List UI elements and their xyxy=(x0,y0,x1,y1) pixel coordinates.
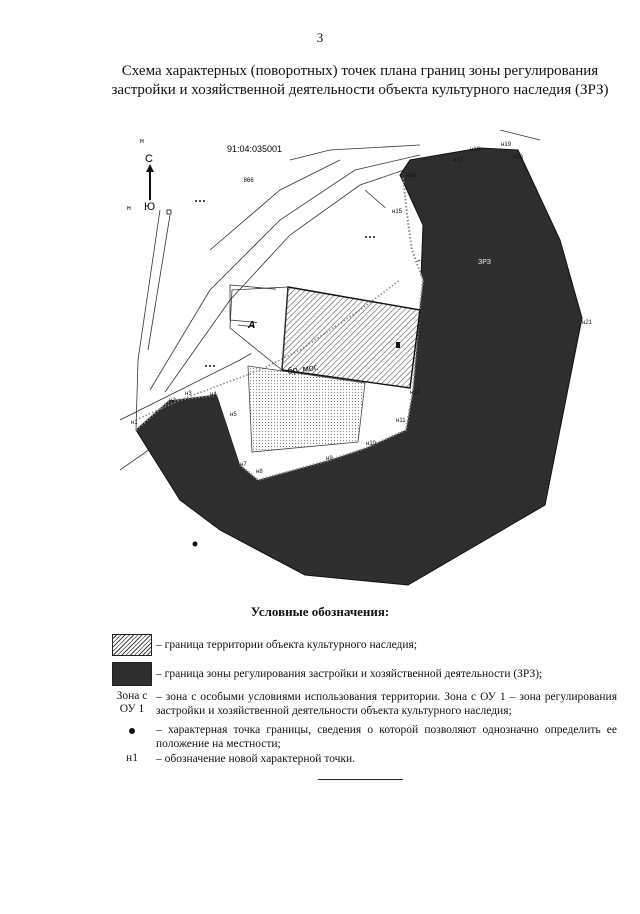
compass-north-label: С xyxy=(145,153,153,165)
point-label-n19: н19 xyxy=(501,142,511,148)
point-label-n2: н2 xyxy=(169,398,176,404)
legend-text: – характерная точка границы, сведения о которой позволяют однозначно определить ее положение на местности; xyxy=(156,724,617,750)
point-label-n4: н4 xyxy=(210,392,217,398)
point-label-n16: н16 xyxy=(406,173,416,179)
building-marker xyxy=(396,342,400,348)
corner-label-left: н xyxy=(127,205,131,212)
page-number: 3 xyxy=(316,30,324,45)
point-label-n20: н20 xyxy=(513,155,523,161)
legend-item-zrz xyxy=(112,662,617,686)
point-label-n15: н15 xyxy=(392,209,402,215)
point-label-n17: н17 xyxy=(453,158,463,164)
boundary-scheme-map xyxy=(120,130,610,600)
point-label-n7: н7 xyxy=(240,462,247,468)
hatch-swatch xyxy=(112,634,152,656)
legend-text: – граница территории объекта культурного наследия; xyxy=(156,639,418,651)
point-label-n11: н11 xyxy=(396,418,406,424)
point-label-n10: н10 xyxy=(366,441,376,447)
compass-south-label: Ю xyxy=(144,201,156,213)
corner-label-top: н xyxy=(140,138,144,145)
legend-text: – граница зоны регулирования застройки и хозяйственной деятельности (ЗРЗ); xyxy=(156,668,543,680)
point-dot-symbol xyxy=(129,728,135,734)
page-title: Схема характерных (поворотных) точек плана границ зоны регулирования застройки и хозяйственной деятельности объекта культурного наследия (ЗРЗ) xyxy=(111,63,609,98)
parcel-number: :866 xyxy=(242,178,254,184)
legend-item-ou1 xyxy=(112,690,617,720)
point-label-n1: н1 xyxy=(131,420,138,426)
point-label-n18: н18 xyxy=(470,147,480,153)
grave-label: бр. мог. xyxy=(286,361,320,376)
point-label-n3: н3 xyxy=(185,391,192,397)
point-label-n5: н5 xyxy=(230,412,237,418)
legend-text: – обозначение новой характерной точки. xyxy=(156,753,356,765)
point-label-n12: н12 xyxy=(410,390,420,396)
legend-item-new-point xyxy=(112,752,617,768)
map-drawing xyxy=(120,130,610,600)
zone-label: ЗРЗ xyxy=(478,259,491,266)
legend-item-point xyxy=(112,723,617,751)
point-label-n8: н8 xyxy=(256,469,263,475)
legend-title: Условные обозначения: xyxy=(250,604,390,619)
closing-rule xyxy=(318,779,403,780)
new-point-symbol: н1 xyxy=(126,752,138,764)
point-label-n9: н9 xyxy=(326,456,333,462)
dark-swatch xyxy=(112,662,152,686)
compass xyxy=(127,138,155,213)
point-label-n21: н21 xyxy=(582,320,592,326)
legend-item-heritage xyxy=(112,634,617,656)
cadastral-number: 91:04:035001 xyxy=(227,144,283,154)
legend-text: – зона с особыми условиями использования территории. Зона с ОУ 1 – зона регулирования застройки и хозяйственной деятельности объекта культурного наследия; xyxy=(156,691,617,717)
building-label: А xyxy=(248,320,256,331)
zone-ou1-symbol: Зона с ОУ 1 xyxy=(116,690,148,715)
